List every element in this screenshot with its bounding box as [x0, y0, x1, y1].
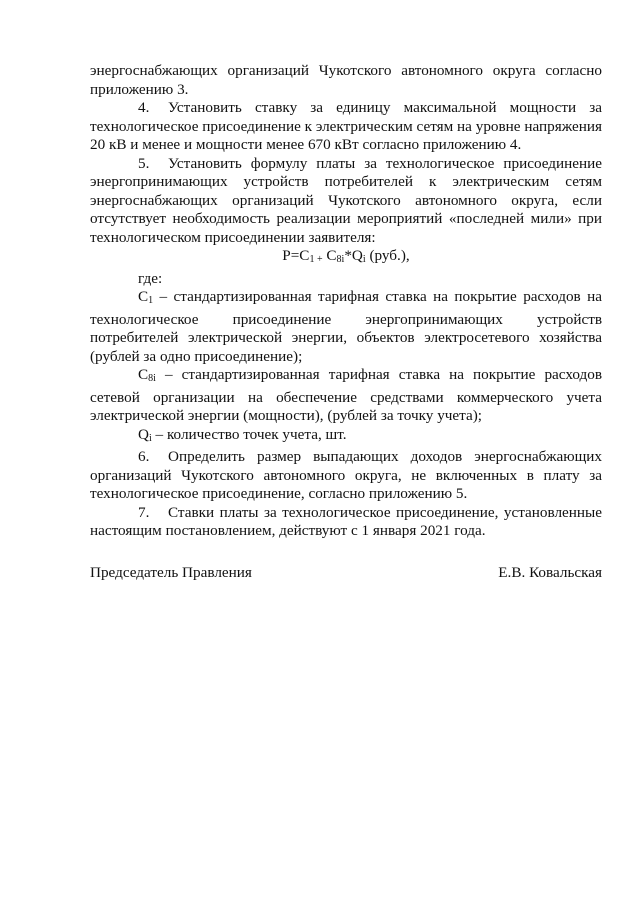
definition-c8i-subscript: 8i: [148, 373, 156, 384]
paragraph-4-text: Установить ставку за единицу максимальной мощности за технологическое присоединение к электрическим сетям на уровне напряжения 20 кВ и менее и мощности менее 670 кВт согласно приложению 4.: [90, 99, 602, 153]
paragraph-7-text: Ставки платы за технологическое присоединение, установленные настоящим постановлением, действуют с 1 января 2021 года.: [90, 503, 602, 539]
definition-c8i: [90, 366, 602, 426]
document-body: [90, 62, 602, 541]
formula-unit: (руб.),: [365, 247, 410, 264]
formula-sub-8i: 8i: [336, 254, 345, 265]
paragraph-5: [90, 155, 602, 248]
definition-c1-text: – стандартизированная тарифная ставка на покрытие расходов на технологическое присоединение энергопринимающих устройств потребителей электрической энергии, объектов электросетевого хозяйства (рублей за одно присоединение);: [90, 288, 602, 365]
paragraph-4: [90, 99, 602, 155]
paragraph-6-text: Определить размер выпадающих доходов энергоснабжающих организаций Чукотского автономного округа, не включенных в плату за технологическое присоединение, согласно приложению 5.: [90, 448, 602, 502]
paragraph-3-continuation: энергоснабжающих организаций Чукотского автономного округа согласно приложению 3.: [90, 62, 602, 98]
definition-c1-symbol: C: [138, 288, 149, 305]
formula-part-p: P=C: [282, 247, 310, 264]
formula-sub-i: i: [362, 254, 366, 265]
paragraph-6: [90, 448, 602, 504]
fee-formula: [90, 247, 602, 270]
definition-c1-subscript: 1: [148, 295, 154, 306]
definition-qi-text: – количество точек учета, шт.: [151, 425, 347, 443]
definition-c8i-text: – стандартизированная тарифная ставка на покрытие расходов сетевой организации на обеспечение средствами коммерческого учета электрической энергии (мощности), (рублей за точку учета);: [90, 366, 602, 424]
definition-c8i-symbol: C: [138, 366, 149, 383]
paragraph-7: [90, 504, 602, 541]
definition-c1: [90, 288, 602, 366]
definition-qi-subscript: i: [148, 432, 152, 444]
paragraph-5-text: Установить формулу платы за технологическое присоединение энергопринимающих устройств потребителей к электрическим сетям энергоснабжающих организаций Чукотского автономного округа, если отсутствует необходимость реализации мероприятий «последней мили» при технологическом присоединении заявителя:: [90, 154, 602, 246]
formula-part-q: *Q: [344, 247, 363, 264]
signatory-name: Е.В. Ковальская: [498, 564, 602, 581]
signatory-position: Председатель Правления: [90, 564, 252, 581]
formula-sub-1: 1 +: [309, 254, 323, 265]
formula-part-c: C: [322, 247, 337, 264]
paragraph-5-number: 5.: [138, 154, 150, 172]
definition-qi: [90, 426, 602, 449]
where-label: где:: [138, 269, 163, 287]
paragraph-4-number: 4.: [138, 99, 150, 116]
definition-qi-symbol: Q: [138, 425, 149, 443]
paragraph-7-number: 7.: [138, 503, 150, 521]
paragraph-6-number: 6.: [138, 448, 150, 465]
